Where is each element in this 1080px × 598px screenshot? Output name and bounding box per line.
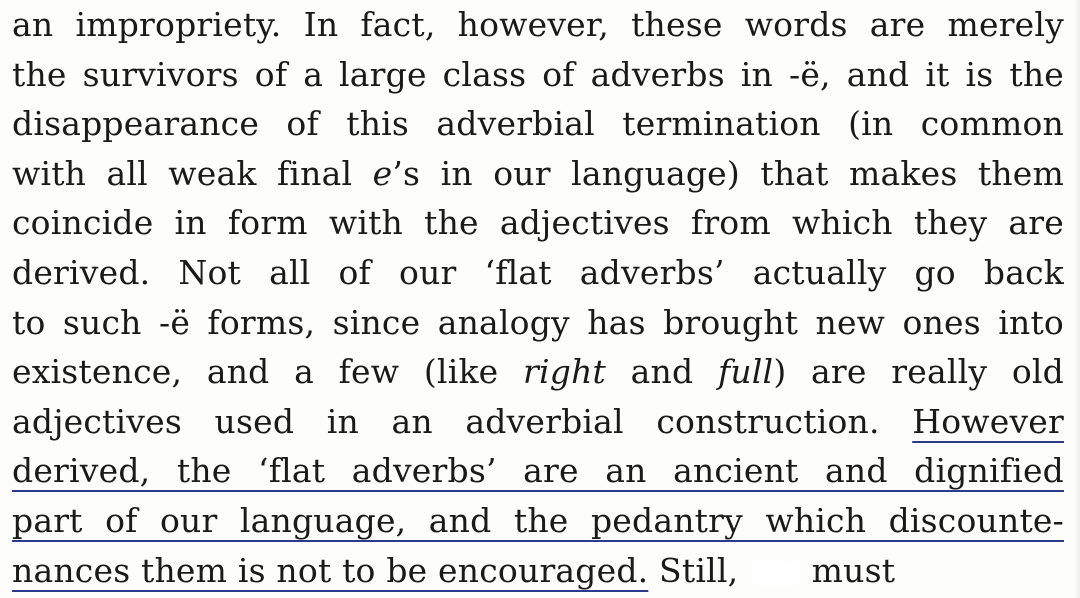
text-segment: an impropriety. In fact, however, these words are merely — [12, 5, 1064, 44]
underlined-text: However — [912, 401, 1064, 441]
text-segment: disappearance of this adverbial termination (in common — [12, 104, 1064, 144]
underlined-text: nances them is not to be encouraged. — [12, 550, 649, 590]
text-segment: the survivors of a large class of adverbs in -ë, and it is the — [12, 54, 1064, 94]
text-segment: must — [800, 550, 896, 590]
text-segment: Still, — [648, 550, 749, 590]
text-line — [12, 446, 1064, 496]
text-segment: adjectives used in an adverbial construction. — [12, 401, 913, 441]
text-segment: with all weak final — [12, 153, 373, 193]
text-line — [12, 99, 1064, 149]
paragraph — [12, 0, 1064, 595]
text-line — [12, 0, 1064, 50]
text-line — [12, 546, 1064, 596]
page-edge-shadow — [1074, 0, 1080, 598]
text-line — [12, 198, 1064, 248]
text-line — [12, 149, 1064, 199]
italic-text: right — [523, 352, 606, 392]
text-line — [12, 397, 1064, 447]
text-segment: ) are really old — [773, 352, 1064, 392]
text-segment: existence, and a few (like — [12, 352, 524, 392]
text-line — [12, 248, 1064, 298]
text-segment: coincide in form with the adjectives from which they are — [12, 203, 1064, 243]
underlined-text: derived, the ‘flat adverbs’ are an ancient and dignified — [12, 451, 1064, 491]
text-segment: derived. Not all of our ‘flat adverbs’ actually go back — [12, 252, 1064, 292]
text-line — [12, 298, 1064, 348]
italic-text: full — [717, 352, 774, 392]
text-line — [12, 347, 1064, 397]
ink-smudge — [749, 560, 801, 586]
underlined-text: part of our language, and the pedantry which discounte- — [12, 500, 1064, 540]
text-segment: and — [605, 352, 718, 392]
italic-text: e — [372, 153, 393, 193]
text-line — [12, 50, 1064, 100]
text-line — [12, 496, 1064, 546]
text-segment: to such -ë forms, since analogy has brought new ones into — [12, 302, 1064, 342]
text-segment: ’s in our language) that makes them — [392, 153, 1064, 193]
